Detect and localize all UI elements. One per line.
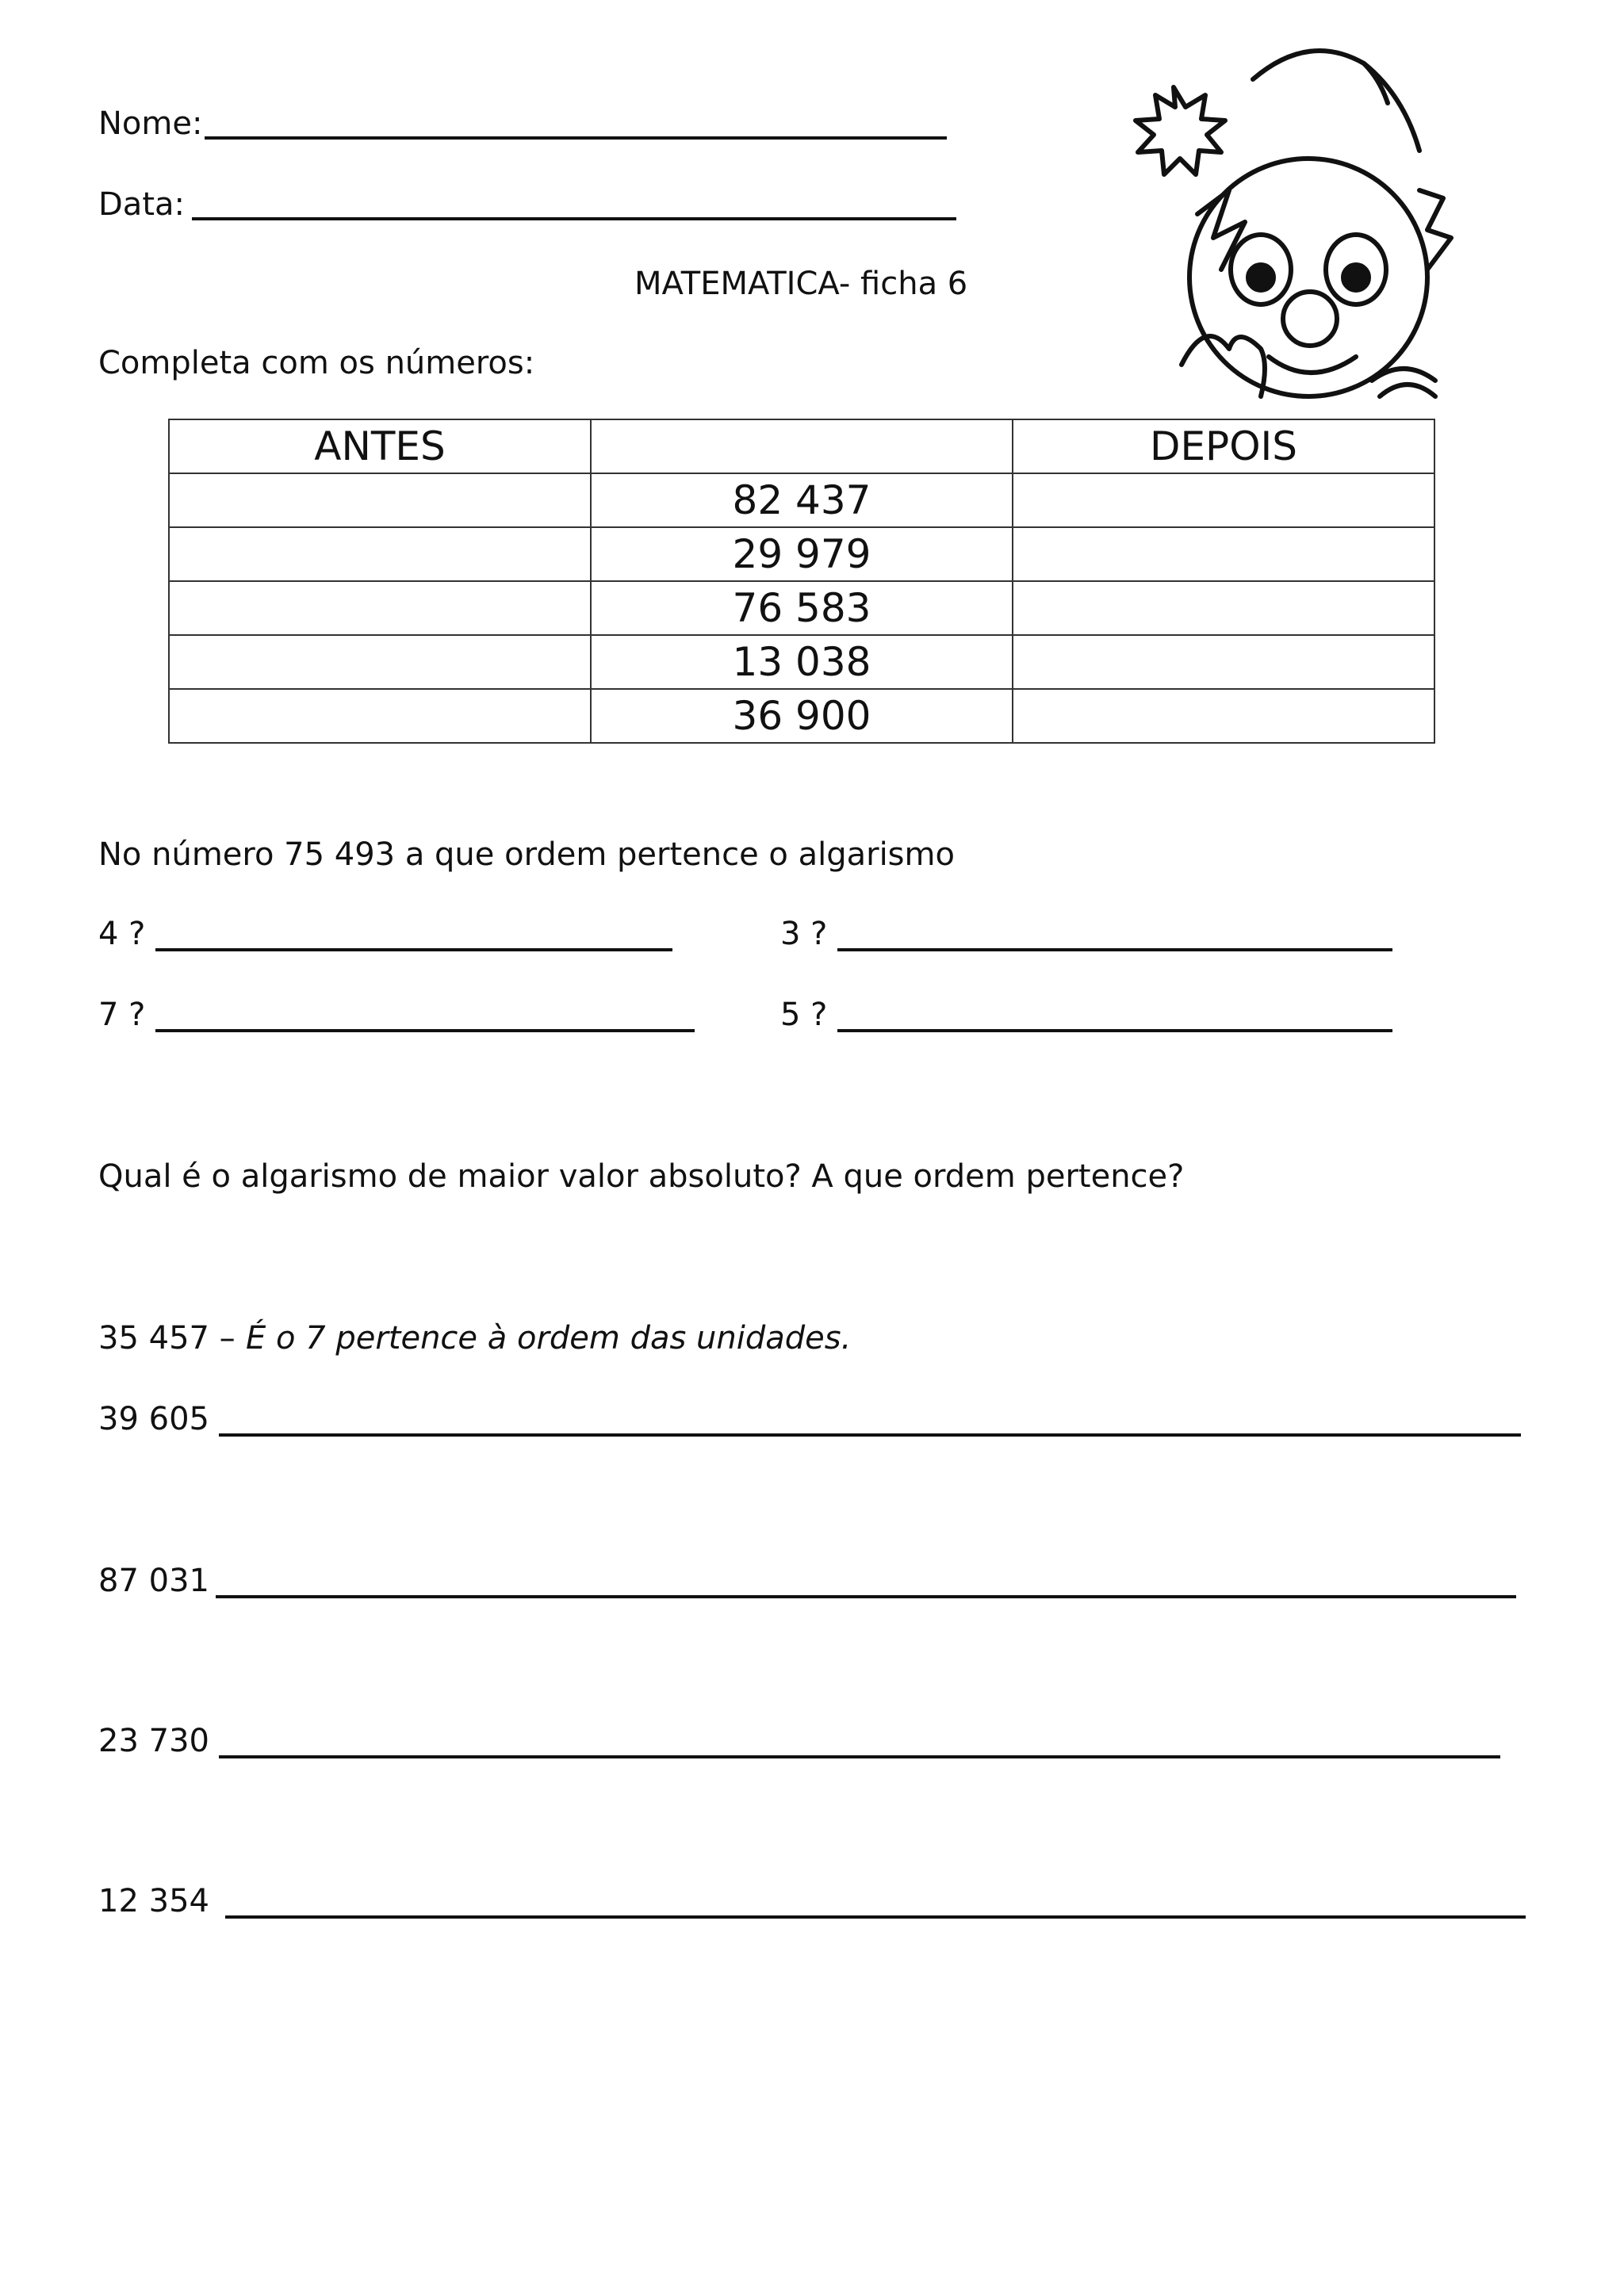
- table-row: [169, 527, 1434, 581]
- header-antes: ANTES: [169, 419, 591, 473]
- number-87031: 87 031: [98, 1563, 209, 1599]
- table-row: [169, 689, 1434, 743]
- table-header-row: [169, 419, 1434, 473]
- name-field[interactable]: [205, 136, 947, 140]
- table-row: [169, 473, 1434, 527]
- example-answer: É o 7 pertence à ordem das unidades.: [246, 1320, 852, 1357]
- number-cell: 76 583: [591, 581, 1013, 635]
- antes-cell[interactable]: [169, 635, 591, 689]
- depois-cell[interactable]: [1013, 527, 1434, 581]
- depois-cell[interactable]: [1013, 635, 1434, 689]
- number-39605: 39 605: [98, 1401, 209, 1437]
- digit-5-label: 5 ?: [780, 997, 828, 1033]
- digit-4-label: 4 ?: [98, 916, 146, 952]
- number-cell: 36 900: [591, 689, 1013, 743]
- table-row: [169, 635, 1434, 689]
- answer-87031[interactable]: [216, 1595, 1516, 1598]
- answer-12354[interactable]: [225, 1915, 1526, 1919]
- date-label: Data:: [98, 186, 185, 223]
- exercise1-instruction: Completa com os números:: [98, 345, 535, 381]
- worksheet-title: MATEMATICA- ficha 6: [634, 266, 968, 302]
- answer-23730[interactable]: [219, 1755, 1500, 1758]
- depois-cell[interactable]: [1013, 581, 1434, 635]
- number-cell: 29 979: [591, 527, 1013, 581]
- answer-39605[interactable]: [219, 1433, 1521, 1437]
- exercise2-question: No número 75 493 a que ordem pertence o algarismo: [98, 836, 955, 873]
- table-row: [169, 581, 1434, 635]
- antes-cell[interactable]: [169, 473, 591, 527]
- antes-cell[interactable]: [169, 527, 591, 581]
- name-label: Nome:: [98, 105, 203, 142]
- digit-7-label: 7 ?: [98, 997, 146, 1033]
- clown-illustration-icon: [1102, 32, 1483, 404]
- number-23730: 23 730: [98, 1723, 209, 1759]
- date-field[interactable]: [192, 217, 956, 220]
- header-number: [591, 419, 1013, 473]
- number-cell: 13 038: [591, 635, 1013, 689]
- number-12354: 12 354: [98, 1883, 209, 1919]
- digit-3-answer[interactable]: [837, 948, 1392, 951]
- antes-cell[interactable]: [169, 581, 591, 635]
- antes-cell[interactable]: [169, 689, 591, 743]
- header-depois: DEPOIS: [1013, 419, 1434, 473]
- example-number: 35 457 –: [98, 1320, 236, 1357]
- depois-cell[interactable]: [1013, 689, 1434, 743]
- digit-3-label: 3 ?: [780, 916, 828, 952]
- depois-cell[interactable]: [1013, 473, 1434, 527]
- number-cell: 82 437: [591, 473, 1013, 527]
- digit-7-answer[interactable]: [155, 1029, 695, 1032]
- digit-4-answer[interactable]: [155, 948, 672, 951]
- number-table: [168, 419, 1435, 744]
- exercise3-question: Qual é o algarismo de maior valor absoluto? A que ordem pertence?: [98, 1158, 1185, 1195]
- digit-5-answer[interactable]: [837, 1029, 1392, 1032]
